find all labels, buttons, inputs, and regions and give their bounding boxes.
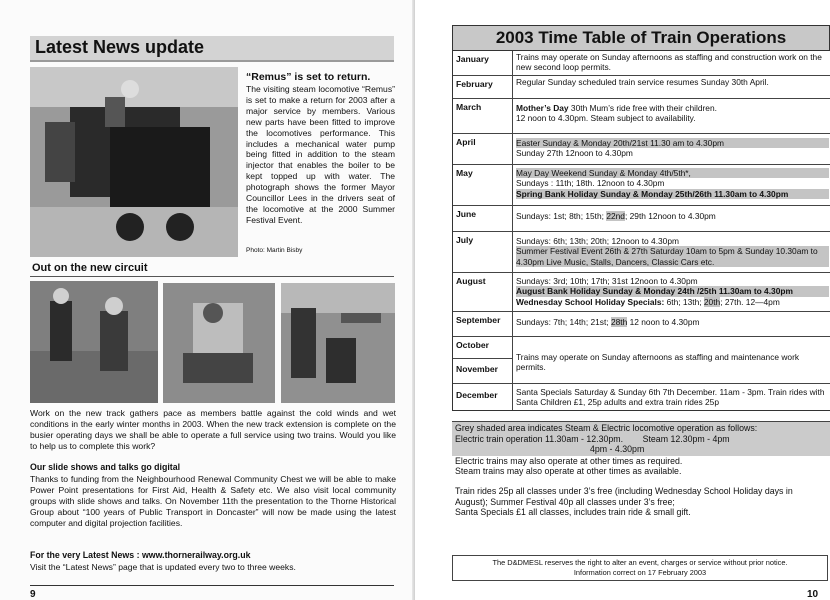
detail-cell — [513, 273, 830, 311]
detail-cell: Regular Sunday scheduled train service resumes Sunday 30th April. — [516, 77, 769, 87]
table-row — [453, 206, 830, 232]
month-cell: September — [453, 312, 513, 336]
detail-text: Sundays: 6th; 13th; 20th; 12noon to 4.30pm — [516, 236, 679, 246]
footer-notice — [452, 555, 828, 581]
divider — [30, 276, 394, 277]
circuit-title: Out on the new circuit — [32, 262, 148, 274]
footer-line: The D&DMESL reserves the right to alter an event, charges or service without prior notice. — [492, 558, 788, 567]
note-line: Train rides 25p all classes under 3’s free (including Wednesday School Holiday days in August); Summer Festival 40p all classes under 3’s free; — [455, 485, 793, 507]
slides-body: Thanks to funding from the Neighbourhood Renewal Community Chest we will be able to make Power Point presentations for First Aid, Health & Safety etc. We also visit local community groups with slide shows and talks. On November 11th the presentation to the Thorne Historical Group about “100 years of Public Transport in Doncaster” will now be made using the latest computer and digital projection facilities. — [30, 474, 396, 528]
month-cell: May — [453, 165, 513, 205]
detail-text: ; 29th 12noon to 4.30pm — [624, 211, 716, 221]
detail-bold: Wednesday School Holiday Specials: — [516, 296, 665, 307]
table-row — [453, 384, 830, 410]
detail-text: Sundays : 11th; 18th. 12noon to 4.30pm — [516, 178, 665, 189]
month-cell: December — [453, 384, 513, 410]
latest-news-body: Visit the “Latest News” page that is updated every two to three weeks. — [30, 562, 296, 572]
detail-cell: Trains may operate on Sunday afternoons as staffing and maintenance work permits. — [516, 352, 800, 373]
latest-news-title: For the very Latest News : www.thornerailway.org.uk — [30, 550, 251, 560]
detail-cell — [513, 206, 830, 231]
detail-cell — [513, 312, 830, 336]
month-cell: July — [453, 232, 513, 272]
table-row — [453, 165, 830, 206]
detail-text: 12 noon to 4.30pm — [627, 317, 700, 327]
month-cell: January — [453, 51, 513, 75]
page-number-right: 10 — [807, 589, 819, 600]
month-cell: April — [453, 134, 513, 164]
shaded-line: Spring Bank Holiday Sunday & Monday 25th/26th 11.30am to 4.30pm — [516, 189, 829, 199]
slides-title: Our slide shows and talks go digital — [30, 462, 181, 472]
shaded-date: 28th — [610, 317, 628, 327]
track-work-photo-3 — [281, 283, 395, 403]
detail-text: 12 noon to 4.30pm. Steam subject to availability. — [516, 113, 696, 124]
month-cells-oct-nov — [453, 337, 513, 383]
note-line: 4pm - 4.30pm — [590, 444, 645, 455]
shaded-line: Summer Festival Event 26th & 27th Saturday 10am to 5pm & Sunday 10.30am to 4.30pm Live Music, Stalls, Dancers, Classic Cars etc. — [516, 246, 829, 267]
remus-locomotive-photo — [30, 67, 238, 257]
table-row — [453, 134, 830, 165]
shaded-line: May Day Weekend Sunday & Monday 4th/5th*, — [516, 168, 829, 178]
detail-text: Sundays: 3rd; 10th; 17th; 31st 12noon to 4.30pm — [516, 276, 698, 286]
shaded-date: 22nd — [606, 211, 625, 221]
detail-line — [516, 297, 829, 307]
table-row — [453, 51, 830, 76]
timetable — [452, 50, 830, 411]
table-row — [453, 337, 830, 384]
right-page — [415, 0, 830, 600]
track-work-photo-2 — [163, 283, 275, 403]
divider — [30, 585, 394, 586]
table-row — [453, 273, 830, 312]
remus-title: “Remus” is set to return. — [246, 71, 371, 83]
circuit-body: Work on the new track gathers pace as members battle against the cold winds and wet conditions in the early winter months in 2003. When the new track extension is complete on the busier operating days we shall be able to operate a full service using two trains. Would you like to help us to complete this work? — [30, 408, 396, 451]
timetable-heading-bar — [452, 25, 830, 51]
detail-text: Sundays: 7th; 14th; 21st; — [516, 317, 611, 327]
remus-body: The visiting steam locomotive “Remus” is set to make a return for 2003 after a major service by members. Various new parts have been fitted to improve the locomotives performance. This includes a mechanical water pump being fitted in addition to the steam injector that enables the boiler to be kept topped up with water. The photograph shows the former Mayor Councillor Lees in the drivers seat of the locomotive at the 2000 Summer Festival Event. — [246, 84, 395, 225]
shaded-line: Easter Sunday & Monday 20th/21st 11.30 am to 4.30pm — [516, 138, 829, 148]
table-row — [453, 99, 830, 134]
grey-shaded-notes — [452, 421, 830, 456]
detail-text: Sundays: 1st; 8th; 15th; — [516, 211, 607, 221]
news-heading-bar — [30, 36, 394, 62]
footer-line: Information correct on 17 February 2003 — [573, 568, 707, 577]
detail-text: 6th; 13th; — [664, 296, 704, 307]
detail-cell — [513, 232, 830, 272]
notes-box — [452, 421, 830, 518]
photo-credit: Photo: Martin Bisby — [246, 247, 303, 254]
timetable-heading: 2003 Time Table of Train Operations — [495, 28, 787, 47]
detail-bold: Mother’s Day — [516, 103, 569, 113]
table-row — [453, 312, 830, 337]
detail-text: Sunday 27th 12noon to 4.30pm — [516, 148, 633, 159]
shaded-date: 20th — [703, 296, 721, 307]
note-line: Grey shaded area indicates Steam & Electric locomotive operation as follows: — [455, 423, 758, 433]
news-heading: Latest News update — [35, 37, 205, 57]
detail-cell: Santa Specials Saturday & Sunday 6th 7th December. 11am - 3pm. Train rides with Santa Children £1, 25p adults and extra train rides 25p — [516, 387, 825, 408]
month-cell: June — [453, 206, 513, 231]
note-line: Electric trains may also operate at other times as required. — [455, 455, 683, 466]
detail-text: 30th Mum’s ride free with their children. — [568, 103, 717, 113]
detail-cell: Trains may operate on Sunday afternoons as staffing and construction work on the new second loop permits. — [516, 52, 822, 73]
table-row — [453, 232, 830, 273]
month-cell: February — [453, 76, 513, 98]
month-cell: October — [453, 337, 512, 359]
month-cell: November — [456, 364, 499, 374]
track-work-photo-1 — [30, 281, 158, 403]
note-line: Santa Specials £1 all classes, includes train ride & small gift. — [455, 507, 691, 518]
detail-cell — [513, 99, 830, 133]
detail-cell — [513, 134, 830, 164]
table-row — [453, 76, 830, 99]
month-cell: August — [453, 273, 513, 311]
month-cell: March — [453, 99, 513, 133]
shaded-line: August Bank Holiday Sunday & Monday 24th /25th 11.30am to 4.30pm — [516, 286, 829, 296]
detail-cell — [513, 165, 830, 205]
detail-text: ; 27th. 12—4pm — [720, 296, 780, 307]
note-line: Electric train operation 11.30am - 12.30pm. Steam 12.30pm - 4pm — [455, 433, 730, 444]
note-line: Steam trains may also operate at other times as available. — [455, 466, 682, 477]
page-number-left: 9 — [30, 589, 36, 600]
